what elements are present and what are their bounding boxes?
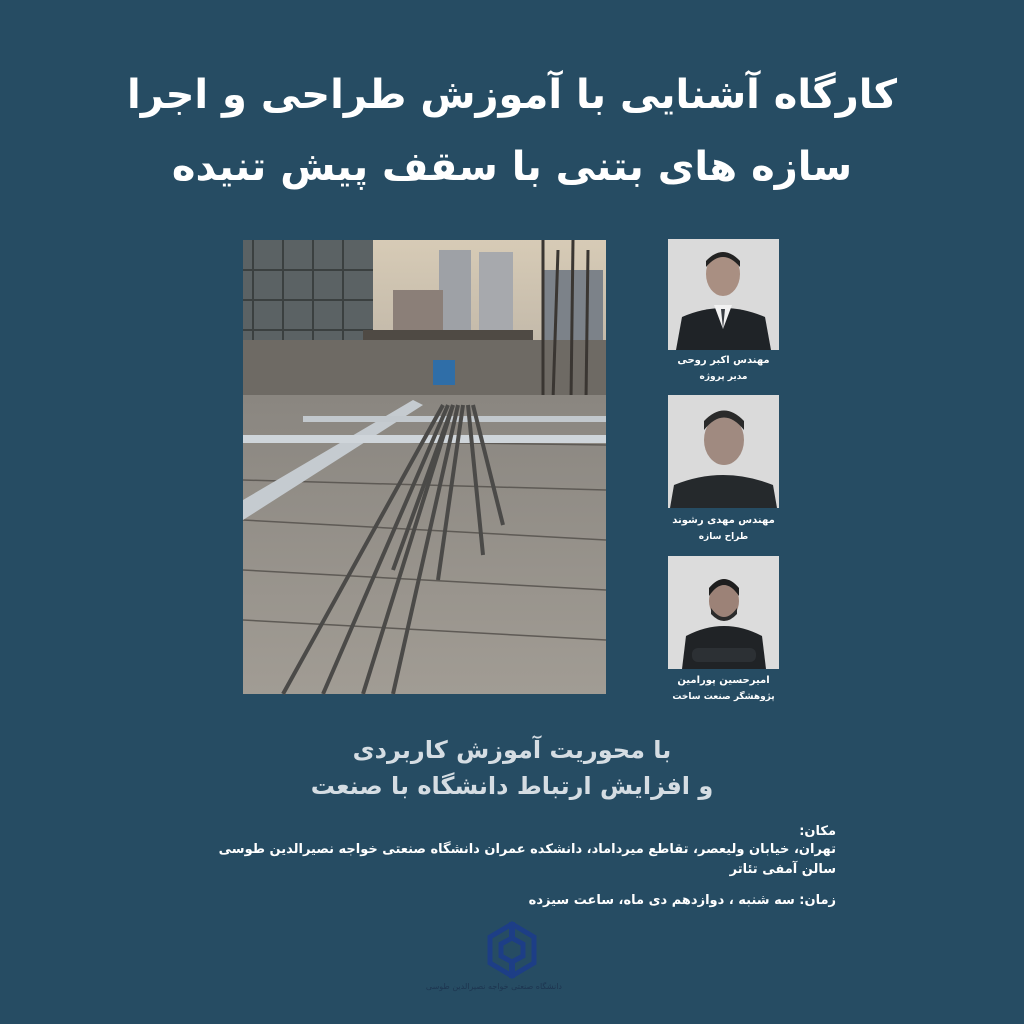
title-line-1: کارگاه آشنایی با آموزش طراحی و اجرا xyxy=(126,72,898,118)
speaker-3-name: امیرحسین پورامین xyxy=(677,675,770,686)
location-line-2: سالن آمفی تئاتر xyxy=(729,862,836,877)
title-line-2: سازه های بتنی با سقف پیش تنیده xyxy=(171,144,853,190)
location-label: مکان: xyxy=(799,824,836,839)
speaker-3-role: پژوهشگر صنعت ساخت xyxy=(672,692,775,702)
subtitle-line-2: و افزایش ارتباط دانشگاه با صنعت xyxy=(310,772,714,800)
speaker-2-photo xyxy=(668,395,779,508)
speaker-2-role: طراح سازه xyxy=(698,532,749,542)
speaker-1-photo xyxy=(668,239,779,350)
speaker-1-name: مهندس اکبر روحی xyxy=(677,355,770,366)
speaker-3-photo xyxy=(668,556,779,669)
speaker-2-name: مهندس مهدی رشوند xyxy=(672,515,775,526)
construction-photo xyxy=(243,240,606,694)
subtitle-line-1: با محوریت آموزش کاربردی xyxy=(352,736,672,764)
time-line: زمان: سه شنبه ، دوازدهم دی ماه، ساعت سیزده xyxy=(528,893,836,908)
location-line-1: تهران، خیابان ولیعصر، تقاطع میرداماد، دانشکده عمران دانشگاه صنعتی خواجه نصیرالدین طوسی xyxy=(218,842,836,857)
university-name: دانشگاه صنعتی خواجه نصیرالدین طوسی xyxy=(425,982,562,991)
university-logo xyxy=(482,920,542,980)
speaker-1-role: مدیر پروژه xyxy=(699,372,748,382)
